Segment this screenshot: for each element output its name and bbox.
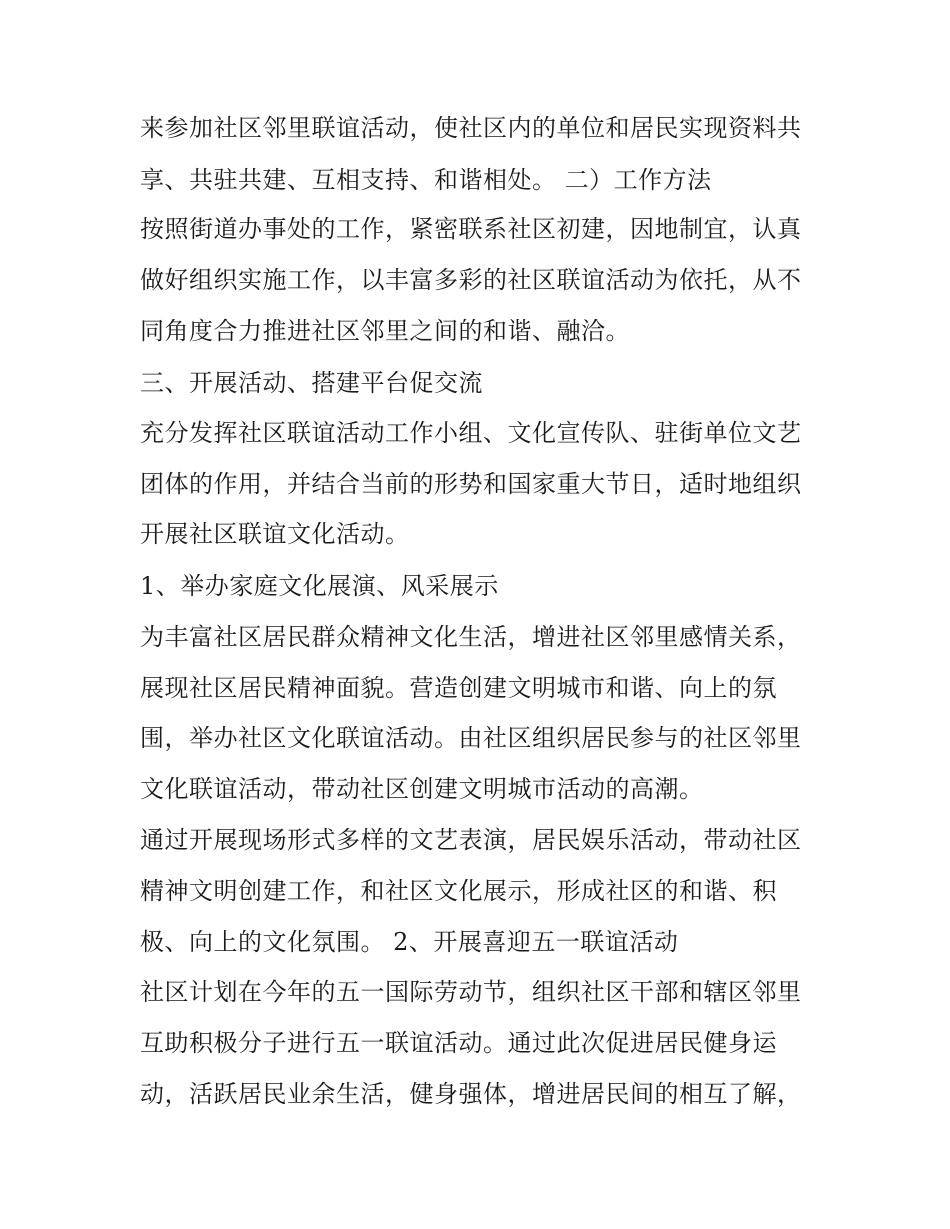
text-line: 通过开展现场形式多样的文艺表演，居民娱乐活动，带动社区 <box>140 826 802 854</box>
text-line: 同角度合力推进社区邻里之间的和谐、融洽。 <box>140 317 630 345</box>
text-line: 享、共驻共建、互相支持、和谐相处。 二）工作方法 <box>140 166 712 194</box>
text-line: 围，举办社区文化联谊活动。由社区组织居民参与的社区邻里 <box>140 724 802 752</box>
text-line: 来参加社区邻里联谊活动，使社区内的单位和居民实现资料共 <box>140 114 802 142</box>
section-heading: 三、开展活动、搭建平台促交流 <box>140 369 483 397</box>
text-line: 展现社区居民精神面貌。营造创建文明城市和谐、向上的氛 <box>140 674 777 702</box>
text-line: 按照街道办事处的工作，紧密联系社区初建，因地制宜，认真 <box>140 215 802 243</box>
text-line: 极、向上的文化氛围。 2、开展喜迎五一联谊活动 <box>140 928 679 956</box>
text-line: 团体的作用，并结合当前的形势和国家重大节日，适时地组织 <box>140 470 802 498</box>
text-line: 动，活跃居民业余生活，健身强体，增进居民间的相互了解， <box>140 1080 802 1108</box>
subsection-heading: 1、举办家庭文化展演、风采展示 <box>140 572 499 600</box>
text-line: 做好组织实施工作，以丰富多彩的社区联谊活动为依托，从不 <box>140 266 802 294</box>
text-line: 充分发挥社区联谊活动工作小组、文化宣传队、驻街单位文艺 <box>140 419 802 447</box>
text-line: 互助积极分子进行五一联谊活动。通过此次促进居民健身运 <box>140 1029 777 1057</box>
text-line: 为丰富社区居民群众精神文化生活，增进社区邻里感情关系， <box>140 623 802 651</box>
text-line: 开展社区联谊文化活动。 <box>140 520 410 548</box>
text-line: 社区计划在今年的五一国际劳动节，组织社区干部和辖区邻里 <box>140 978 802 1006</box>
text-line: 精神文明创建工作，和社区文化展示，形成社区的和谐、积 <box>140 877 777 905</box>
text-line: 文化联谊活动，带动社区创建文明城市活动的高潮。 <box>140 775 704 803</box>
